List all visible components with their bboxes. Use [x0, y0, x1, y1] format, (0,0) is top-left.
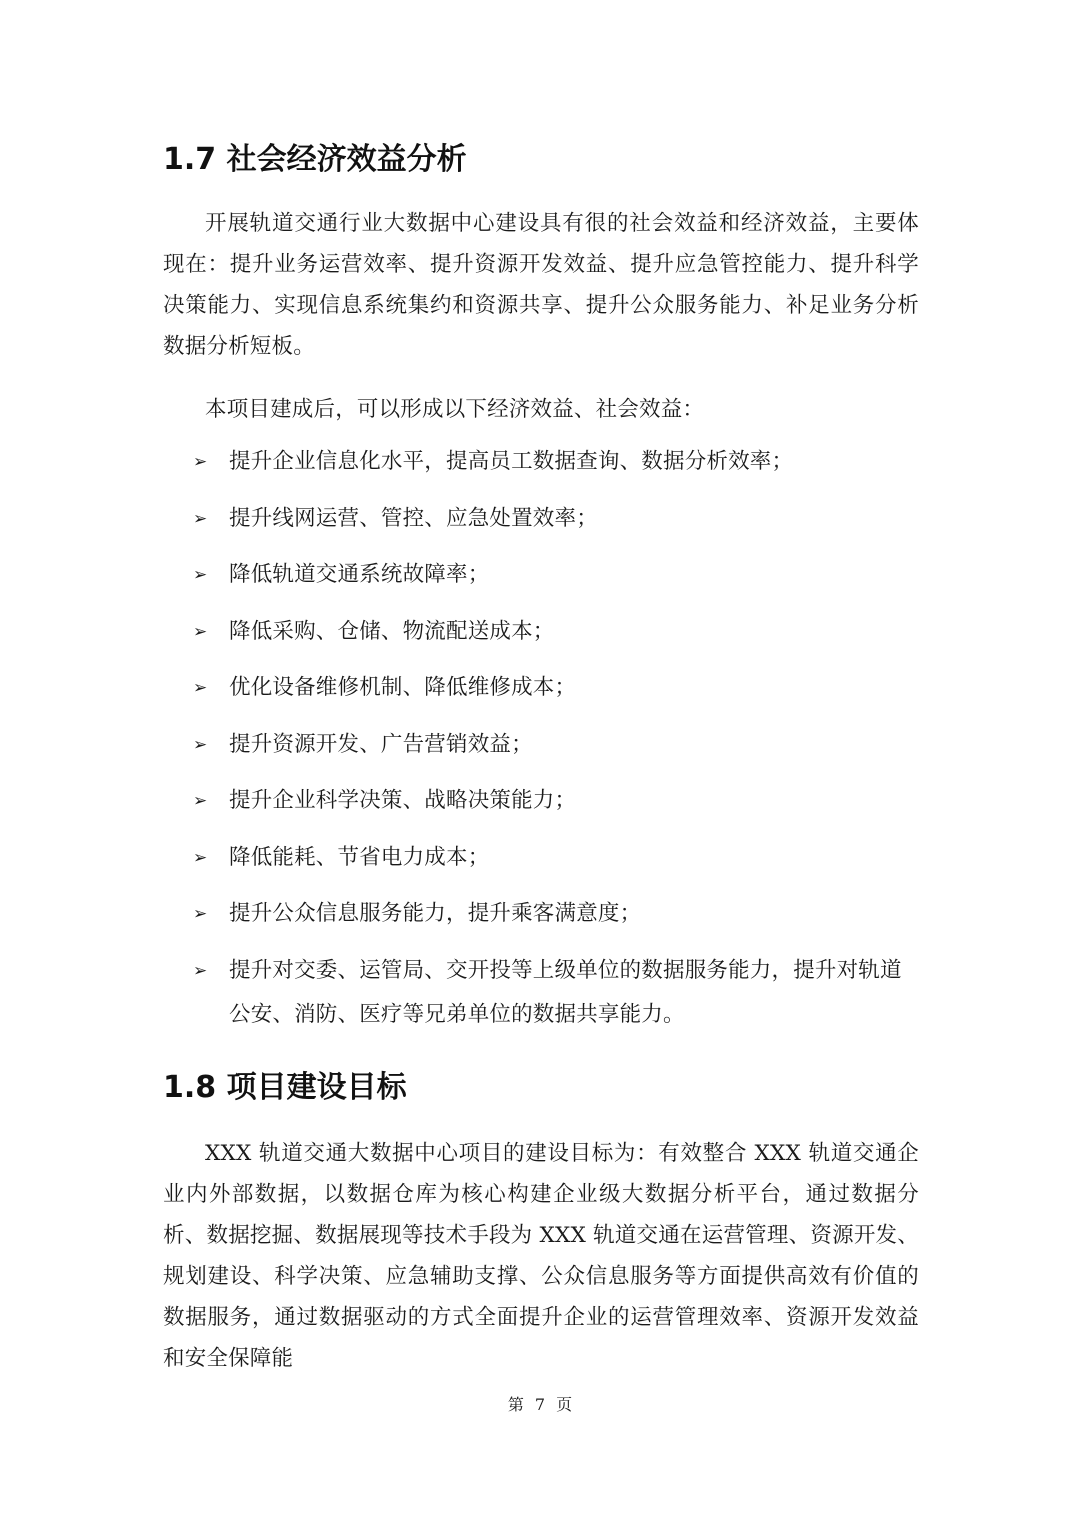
list-item-text: 降低采购、仓储、物流配送成本；: [229, 618, 555, 644]
section-1-7-paragraph-1: 开展轨道交通行业大数据中心建设具有很的社会效益和经济效益，主要体现在：提升业务运营效率、提升资源开发效益、提升应急管控能力、提升科学决策能力、实现信息系统集约和资源共享、提升公众服务能力、补足业务分析数据分析短板。: [163, 211, 919, 359]
arrow-bullet-icon: ➢: [193, 621, 208, 642]
arrow-bullet-icon: ➢: [193, 734, 208, 755]
section-heading-1-8: 1.8 项目建设目标: [163, 1070, 407, 1105]
list-item: [0, 892, 919, 936]
arrow-bullet-icon: ➢: [193, 960, 208, 981]
list-item: [0, 723, 919, 767]
list-item-text: 提升企业信息化水平，提高员工数据查询、数据分析效率；: [229, 449, 794, 474]
list-item: [0, 553, 919, 597]
list-item: [0, 497, 919, 541]
arrow-bullet-icon: ➢: [193, 904, 208, 924]
list-item: [0, 949, 919, 1037]
list-item-text: 提升线网运营、管控、应急处置效率；: [229, 505, 598, 531]
list-item-text: 提升资源开发、广告营销效益；: [229, 731, 533, 757]
section-1-8-paragraph-1: XXX 轨道交通大数据中心项目的建设目标为：有效整合 XXX 轨道交通企业内外部数据，以数据仓库为核心构建企业级大数据分析平台，通过数据分析、数据挖掘、数据展现等技术手段为 XXX 轨道交通在运营管理、资源开发、规划建设、科学决策、应急辅助支撑、公众信息服务等方面提供高效有价值的数据服务，通过数据驱动的方式全面提升企业的运营管理效率、资源开发效益和安全保障能: [163, 1141, 919, 1371]
list-item-text: 优化设备维修机制、降低维修成本；: [229, 675, 577, 700]
list-item-text: 提升企业科学决策、战略决策能力；: [229, 788, 577, 813]
page-number: 第 7 页: [507, 1395, 573, 1414]
section-1-7-paragraph-2: 本项目建成后，可以形成以下经济效益、社会效益：: [205, 397, 705, 422]
list-item: [0, 779, 919, 823]
arrow-bullet-icon: ➢: [193, 678, 208, 698]
list-item-text: 提升对交委、运管局、交开投等上级单位的数据服务能力，提升对轨道公安、消防、医疗等兄弟单位的数据共享能力。: [229, 957, 902, 1027]
arrow-bullet-icon: ➢: [193, 791, 208, 811]
benefits-list: [0, 440, 1080, 1049]
list-item: [0, 610, 919, 654]
list-item-text: 降低能耗、节省电力成本；: [229, 844, 490, 870]
list-item: [0, 440, 919, 484]
arrow-bullet-icon: ➢: [193, 847, 208, 868]
list-item: [0, 666, 919, 710]
arrow-bullet-icon: ➢: [193, 565, 208, 585]
list-item-text: 降低轨道交通系统故障率；: [229, 562, 490, 587]
arrow-bullet-icon: ➢: [193, 508, 208, 529]
arrow-bullet-icon: ➢: [193, 452, 208, 472]
list-item-text: 提升公众信息服务能力，提升乘客满意度；: [229, 901, 642, 926]
list-item: [0, 836, 919, 880]
section-heading-1-7: 1.7 社会经济效益分析: [163, 142, 467, 177]
